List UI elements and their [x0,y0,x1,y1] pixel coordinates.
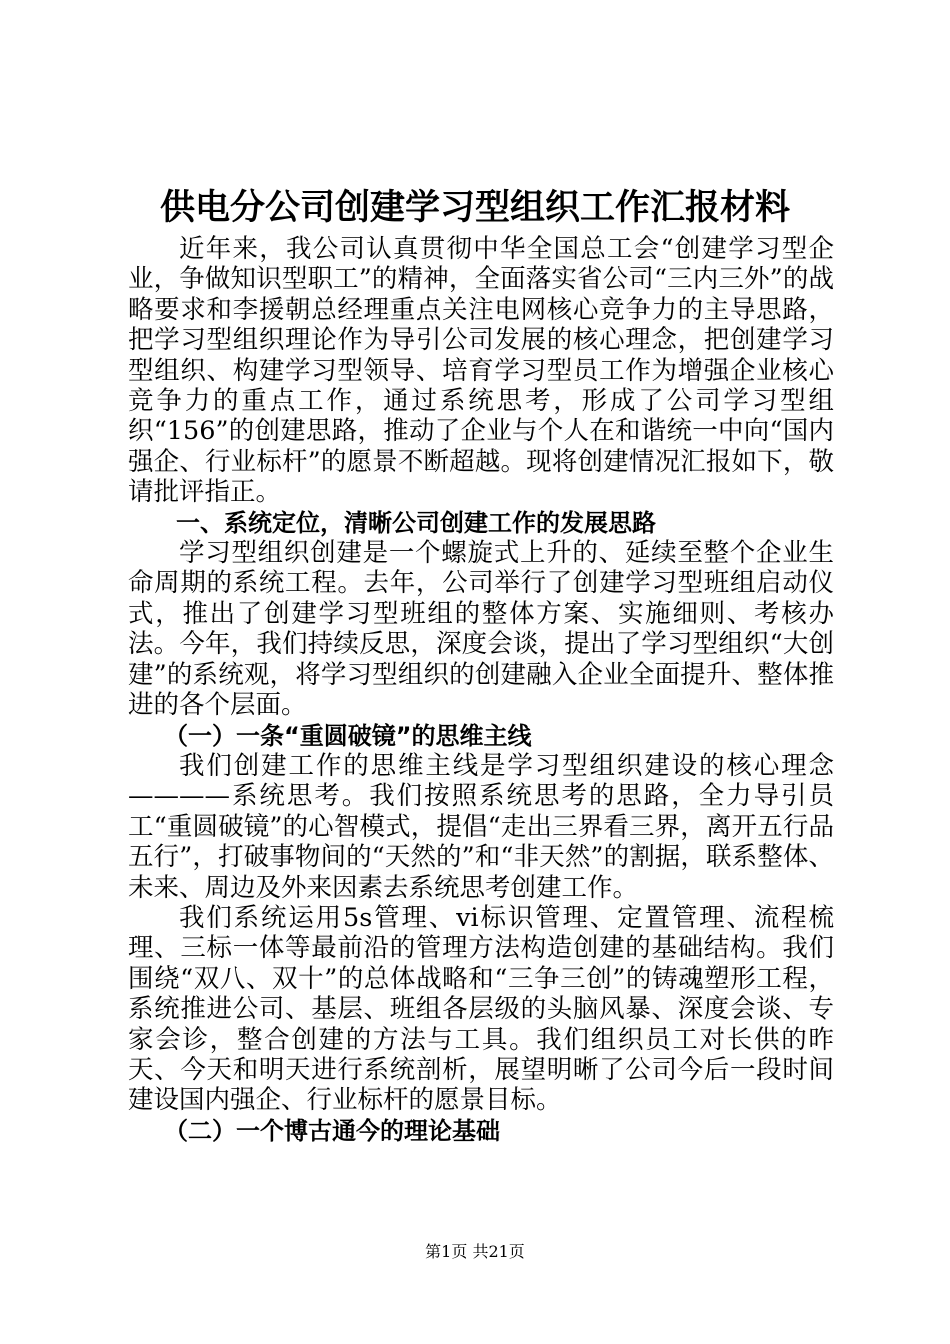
page-number-footer: 第1页 共21页 [425,1242,525,1261]
body-paragraph: 学习型组织创建是一个螺旋式上升的、延续至整个企业生命周期的系统工程。去年，公司举行了创建学习型班组启动仪式，推出了创建学习型班组的整体方案、实施细则、考核办法。今年，我们持续反思，深度会谈，提出了学习型组织“大创建”的系统观，将学习型组织的创建融入企业全面提升、整体推进的各个层面。 [128,538,834,721]
body-paragraph: 我们创建工作的思维主线是学习型组织建设的核心理念————系统思考。我们按照系统思考的思路，全力导引员工“重圆破镜”的心智模式，提倡“走出三界看三界，离开五行品五行”，打破事物间的“天然的”和“非天然”的割据，联系整体、未来、周边及外来因素去系统思考创建工作。 [128,750,834,903]
subsection-heading-1: （一）一条“重圆破镜”的思维主线 [164,721,532,750]
document-title: 供电分公司创建学习型组织工作汇报材料 [159,188,790,228]
subsection-heading-2: （二）一个博古通今的理论基础 [164,1116,500,1145]
section-heading-1: 一、系统定位，清晰公司创建工作的发展思路 [176,508,656,537]
intro-paragraph: 近年来，我公司认真贯彻中华全国总工会“创建学习型企业，争做知识型职工”的精神，全面落实省公司“三内三外”的战略要求和李援朝总经理重点关注电网核心竞争力的主导思路，把学习型组织理论作为导引公司发展的核心理念，把创建学习型组织、构建学习型领导、培育学习型员工作为增强企业核心竞争力的重点工作，通过系统思考，形成了公司学习型组织“156”的创建思路，推动了企业与个人在和谐统一中向“国内强企、行业标杆”的愿景不断超越。现将创建情况汇报如下，敬请批评指正。 [128,234,834,508]
document-body [128,234,834,1146]
body-paragraph: 我们系统运用5s管理、vi标识管理、定置管理、流程梳理、三标一体等最前沿的管理方法构造创建的基础结构。我们围绕“双八、双十”的总体战略和“三争三创”的铸魂塑形工程，系统推进公司、基层、班组各层级的头脑风暴、深度会谈、专家会诊，整合创建的方法与工具。我们组织员工对长供的昨天、今天和明天进行系统剖析，展望明晰了公司今后一段时间建设国内强企、行业标杆的愿景目标。 [128,902,834,1116]
